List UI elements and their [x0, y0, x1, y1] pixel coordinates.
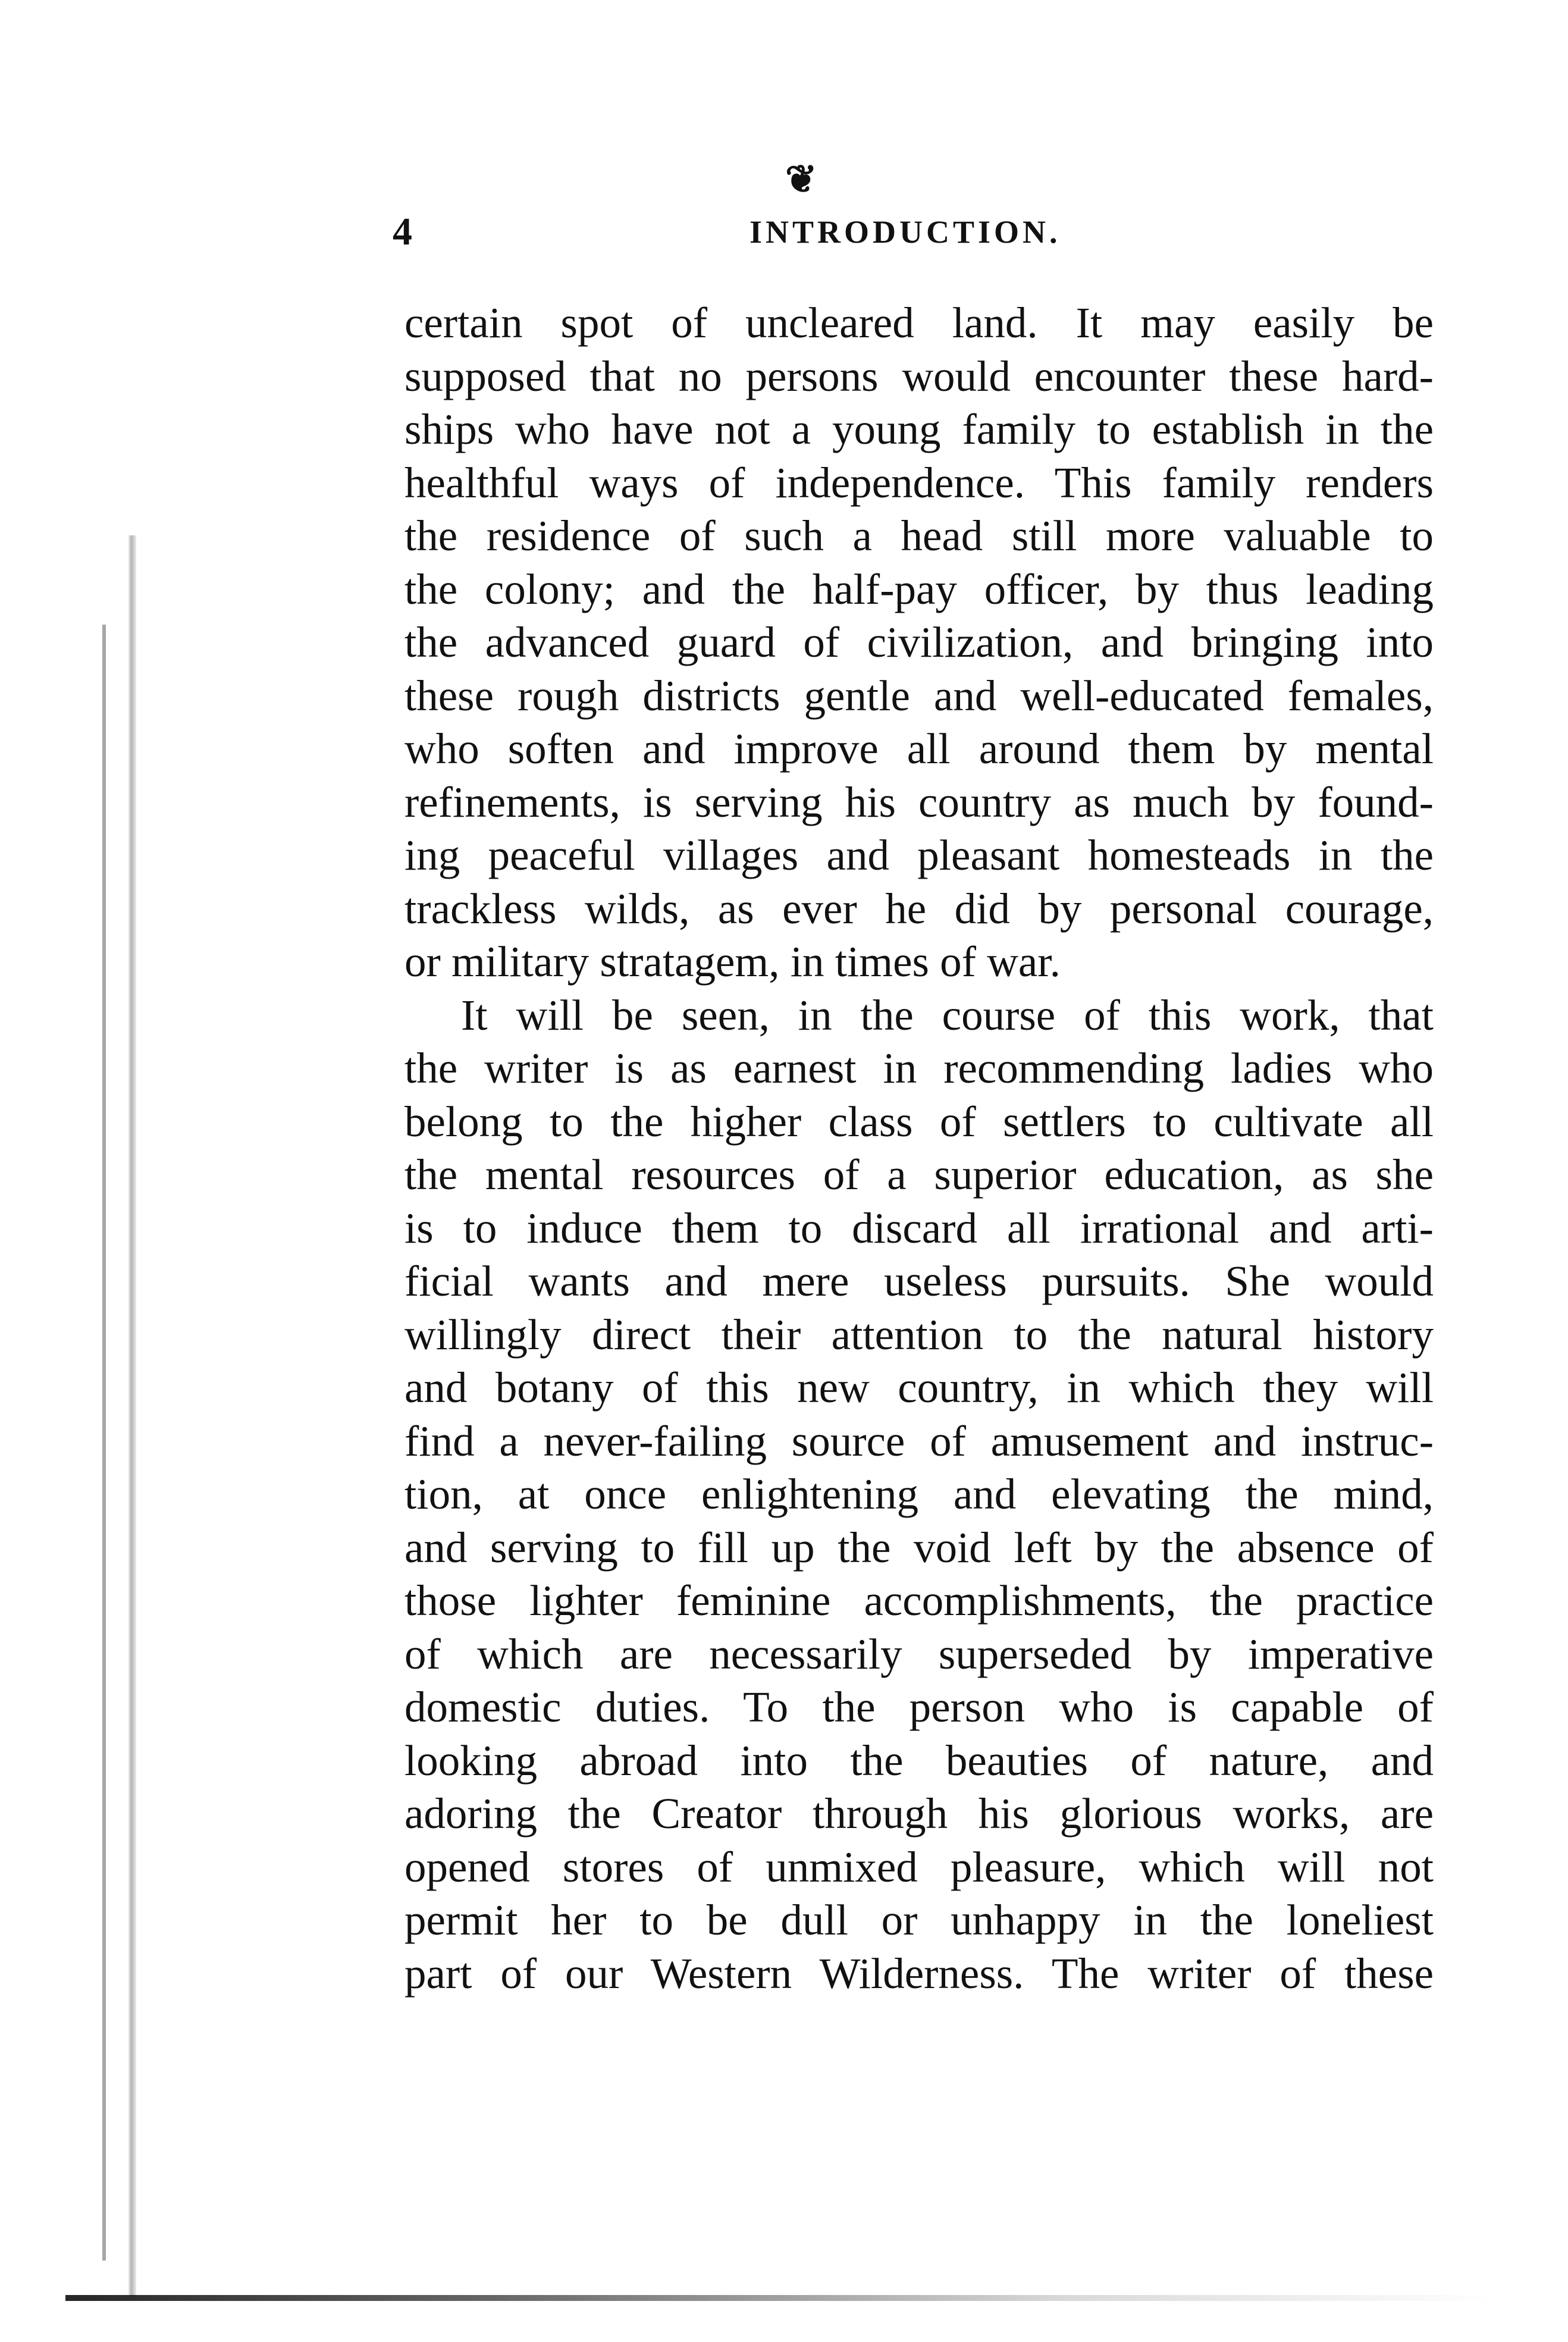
text-line: opened stores of unmixed pleasure, which will not: [404, 1842, 1434, 1891]
text-line: trackless wilds, as ever he did by personal courage,: [404, 884, 1434, 933]
text-line: the colony; and the half-pay officer, by thus leading: [404, 565, 1434, 613]
text-line: find a never-failing source of amusement and instruc-: [404, 1416, 1434, 1465]
text-line: the writer is as earnest in recommending ladies who: [404, 1044, 1434, 1092]
text-line: the advanced guard of civilization, and bringing into: [404, 618, 1434, 666]
text-line: belong to the higher class of settlers to cultivate all: [404, 1097, 1434, 1146]
running-head: INTRODUCTION.: [749, 214, 1061, 250]
text-line: the residence of such a head still more valuable to: [404, 512, 1434, 560]
text-line: who soften and improve all around them by mental: [404, 725, 1434, 773]
ornament-mark: ❦: [785, 158, 817, 200]
text-line: these rough districts gentle and well-educated females,: [404, 671, 1434, 720]
text-line: healthful ways of independence. This family renders: [404, 458, 1434, 507]
text-line: those lighter feminine accomplishments, the practice: [404, 1576, 1434, 1625]
text-line: or military stratagem, in times of war.: [404, 938, 1061, 986]
page-number: 4: [393, 210, 412, 253]
body-text: [404, 296, 1434, 2000]
scan-edge-line: [102, 625, 106, 2261]
text-line: ficial wants and mere useless pursuits. She would: [404, 1257, 1434, 1305]
text-line: refinements, is serving his country as much by found-: [404, 777, 1434, 826]
text-line: adoring the Creator through his glorious works, are: [404, 1789, 1434, 1838]
text-line: and botany of this new country, in which they will: [404, 1363, 1434, 1412]
page-header: [393, 208, 1463, 256]
text-line: ships who have not a young family to establish in the: [404, 405, 1434, 453]
text-line: of which are necessarily superseded by imperative: [404, 1629, 1434, 1678]
text-line: certain spot of uncleared land. It may easily be: [404, 299, 1434, 347]
scan-bottom-edge: [65, 2295, 1493, 2301]
text-line: It will be seen, in the course of this work, that: [461, 990, 1434, 1039]
text-line: tion, at once enlightening and elevating the mind,: [404, 1470, 1434, 1518]
text-line: domestic duties. To the person who is capable of: [404, 1683, 1434, 1731]
text-line: looking abroad into the beauties of nature, and: [404, 1736, 1434, 1785]
text-line: the mental resources of a superior education, as she: [404, 1150, 1434, 1199]
text-line: supposed that no persons would encounter these hard-: [404, 352, 1434, 400]
text-line: ing peaceful villages and pleasant homesteads in the: [404, 831, 1434, 879]
text-line: and serving to fill up the void left by the absence of: [404, 1523, 1434, 1572]
text-line: permit her to be dull or unhappy in the loneliest: [404, 1896, 1434, 1944]
text-line: is to induce them to discard all irrational and arti-: [404, 1203, 1434, 1252]
scan-edge-shadow: [128, 535, 136, 2296]
text-line: willingly direct their attention to the natural history: [404, 1310, 1434, 1359]
text-line: part of our Western Wilderness. The writer of these: [404, 1949, 1434, 1998]
